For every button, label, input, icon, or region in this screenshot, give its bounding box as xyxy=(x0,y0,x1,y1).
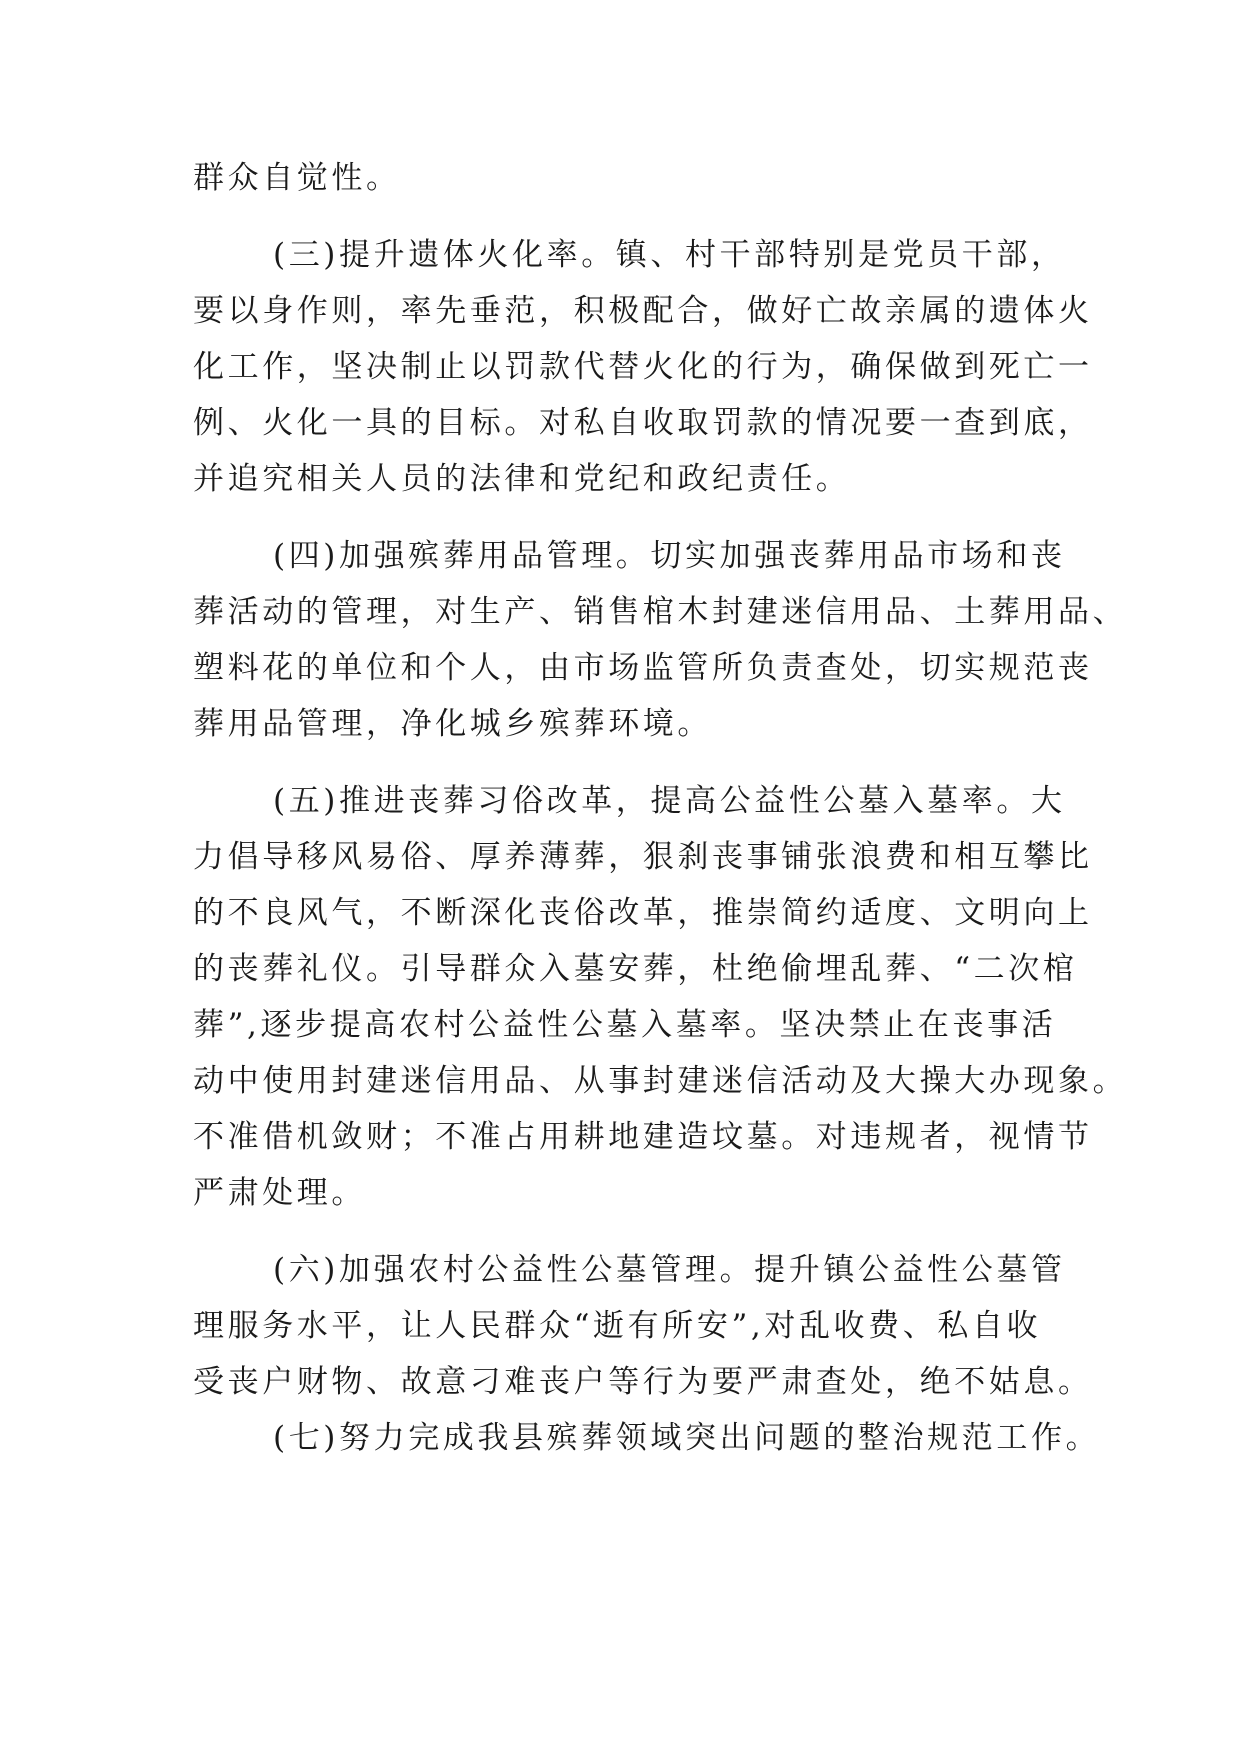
text-line: 的丧葬礼仪。引导群众入墓安葬，杜绝偷埋乱葬、“二次棺 xyxy=(193,951,1078,987)
text-line: 例、火化一具的目标。对私自收取罚款的情况要一查到底， xyxy=(193,405,1093,441)
text-line: 力倡导移风易俗、厚养薄葬，狠刹丧事铺张浪费和相互攀比 xyxy=(193,839,1093,875)
paragraph-3-heading-line: (三)提升遗体火化率。镇、村干部特别是党员干部， xyxy=(273,237,1066,273)
text-line: 化工作，坚决制止以罚款代替火化的行为，确保做到死亡一 xyxy=(193,349,1093,385)
text-line: 的不良风气，不断深化丧俗改革，推崇简约适度、文明向上 xyxy=(193,895,1093,931)
paragraph-5-heading-line: (五)推进丧葬习俗改革，提高公益性公墓入墓率。大 xyxy=(273,783,1066,819)
paragraph-7-heading-line: (七)努力完成我县殡葬领域突出问题的整治规范工作。 xyxy=(273,1420,1101,1456)
text-line: 要以身作则，率先垂范，积极配合，做好亡故亲属的遗体火 xyxy=(193,293,1093,329)
text-line: 葬”,逐步提高农村公益性公墓入墓率。坚决禁止在丧事活 xyxy=(193,1007,1057,1043)
text-line: 动中使用封建迷信用品、从事封建迷信活动及大操大办现象。 xyxy=(193,1063,1128,1099)
document-body xyxy=(193,150,1128,1466)
text-line: 葬活动的管理，对生产、销售棺木封建迷信用品、土葬用品、 xyxy=(193,594,1128,630)
paragraph-6-heading-line: (六)加强农村公益性公墓管理。提升镇公益性公墓管 xyxy=(273,1252,1066,1288)
paragraph-4-heading-line: (四)加强殡葬用品管理。切实加强丧葬用品市场和丧 xyxy=(273,538,1066,574)
text-line: 受丧户财物、故意刁难丧户等行为要严肃查处，绝不姑息。 xyxy=(193,1364,1093,1400)
text-line: 不准借机敛财；不准占用耕地建造坟墓。对违规者，视情节 xyxy=(193,1119,1093,1155)
text-line: 理服务水平，让人民群众“逝有所安”,对乱收费、私自收 xyxy=(193,1308,1042,1344)
text-line: 群众自觉性。 xyxy=(193,160,401,196)
text-line: 塑料花的单位和个人，由市场监管所负责查处，切实规范丧 xyxy=(193,650,1093,686)
text-line: 并追究相关人员的法律和党纪和政纪责任。 xyxy=(193,461,851,497)
text-line: 严肃处理。 xyxy=(193,1175,366,1211)
text-line: 葬用品管理，净化城乡殡葬环境。 xyxy=(193,706,712,742)
